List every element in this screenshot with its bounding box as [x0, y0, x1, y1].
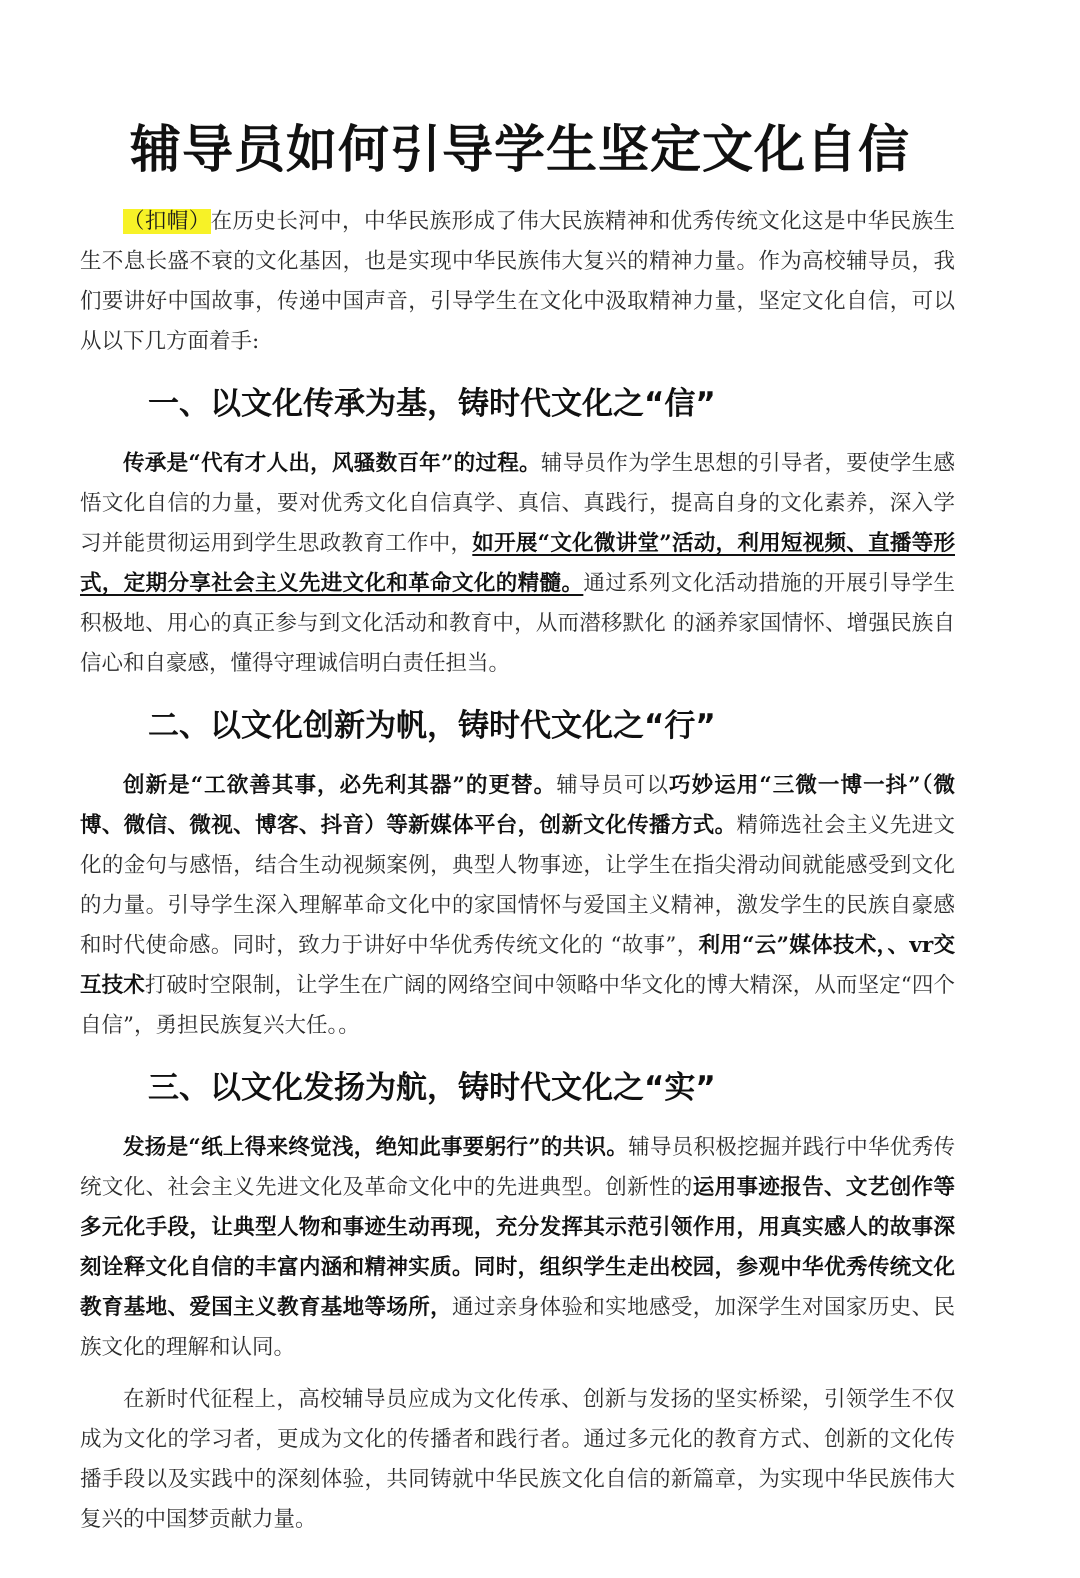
document-title: 辅导员如何引导学生坚定文化自信 [129, 121, 910, 180]
section-1-lead: 传承是“代有才人出，风骚数百年”的过程。 [123, 451, 541, 476]
intro-text: 在历史长河中，中华民族形成了伟大民族精神和优秀传统文化这是中华民族生生不息长盛不衰的文化基因，也是实现中华民族伟大复兴的精神力量。作为高校辅导员，我们要讲好中国故事，传递中国声音，引导学生在文化中汲取精神力量，坚定文化自信，可以从以下几方面着手: [80, 209, 955, 354]
section-1-underlined: 如开展“文化微讲堂”活动，利用短视频、直播等形式，定期分享社会主义先进文化和革命文化的精髓。 [80, 531, 955, 596]
section-2-bold-1: 巧妙运用“三微一博一抖”（微博、微信、微视、博客、抖音）等新媒体平台，创新文化传播方式。 [80, 773, 955, 838]
intro-paragraph [80, 202, 955, 362]
section-3-text-2: 通过亲身体验和实地感受，加深学生对国家历史、民族文化的理解和认同。 [80, 1295, 955, 1360]
section-3-text-1: 辅导员积极挖掘并践行中华优秀传统文化、社会主义先进文化及革命文化中的先进典型。创新性的 [80, 1135, 955, 1200]
section-3-paragraph [80, 1128, 955, 1368]
section-2-heading: 二、以文化创新为帆，铸时代文化之“行” [148, 708, 716, 744]
intro-tag-highlight: （扣帽） [123, 209, 211, 234]
section-2-bold-2: 利用“云”媒体技术，、vr交互技术 [80, 933, 955, 998]
section-2-lead: 创新是“工欲善其事，必先利其器”的更替。 [123, 773, 557, 798]
section-3-bold-1: 运用事迹报告、文艺创作等多元化手段，让典型人物和事迹生动再现，充分发挥其示范引领作用，用真实感人的故事深刻诠释文化自信的丰富内涵和精神实质。同时，组织学生走出校园，参观中华优秀传统文化教育基地、爱国主义教育基地等场所， [80, 1175, 955, 1320]
section-2-text-3: 打破时空限制，让学生在广阔的网络空间中领略中华文化的博大精深，从而坚定“四个自信”，勇担民族复兴大任。。 [80, 973, 955, 1038]
section-3-lead: 发扬是“纸上得来终觉浅，绝知此事要躬行”的共识。 [123, 1135, 629, 1160]
section-2-paragraph [80, 766, 955, 1046]
conclusion-paragraph: 在新时代征程上，高校辅导员应成为文化传承、创新与发扬的坚实桥梁，引领学生不仅成为文化的学习者，更成为文化的传播者和践行者。通过多元化的教育方式、创新的文化传播手段以及实践中的深刻体验，共同铸就中华民族文化自信的新篇章，为实现中华民族伟大复兴的中国梦贡献力量。 [80, 1387, 955, 1532]
section-1-text-1: 辅导员作为学生思想的引导者，要使学生感悟文化自信的力量，要对优秀文化自信真学、真信、真践行，提高自身的文化素养，深入学习并能贯彻运用到学生思政教育工作中， [80, 451, 955, 556]
section-1-paragraph [80, 444, 955, 684]
section-2-text-1: 辅导员可以 [556, 773, 670, 798]
section-1-heading: 一、以文化传承为基，铸时代文化之“信” [148, 386, 716, 422]
section-3-heading: 三、以文化发扬为航，铸时代文化之“实” [148, 1070, 716, 1106]
section-1-text-2: 通过系列文化活动措施的开展引导学生积极地、用心的真正参与到文化活动和教育中，从而潜移默化 的涵养家国情怀、增强民族自信心和自豪感，懂得守理诚信明白责任担当。 [80, 571, 955, 676]
section-2-text-2: 精筛选社会主义先进文化的金句与感悟，结合生动视频案例，典型人物事迹，让学生在指尖滑动间就能感受到文化的力量。引导学生深入理解革命文化中的家国情怀与爱国主义精神，激发学生的民族自豪感和时代使命感。同时，致力于讲好中华优秀传统文化的 “故事”， [80, 813, 955, 958]
